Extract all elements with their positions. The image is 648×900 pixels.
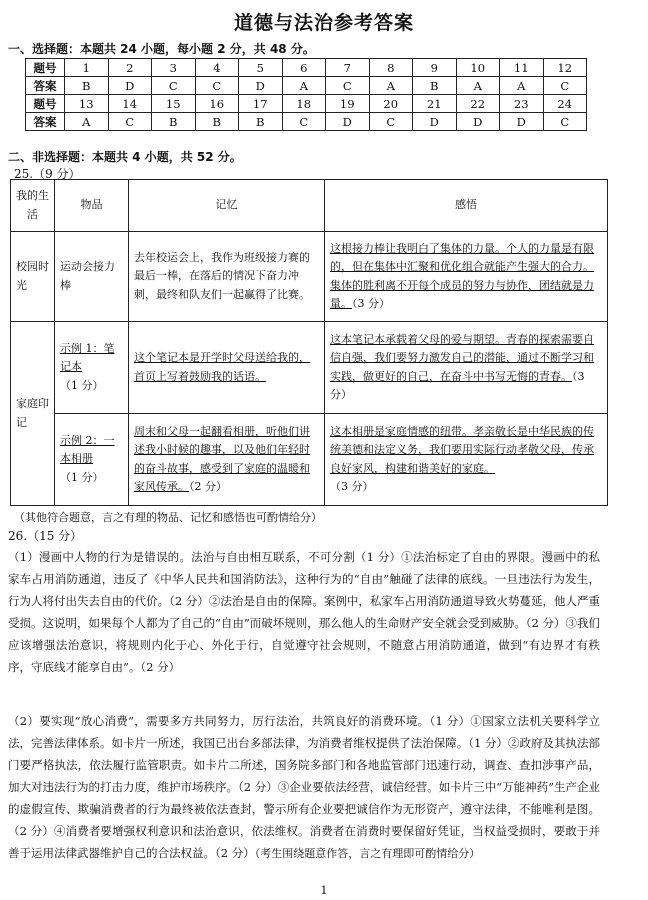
mc-ans-row-1 <box>26 77 587 95</box>
mc-ans: C <box>543 77 587 95</box>
t25-header-item: 物品 <box>55 180 129 232</box>
mc-ans: B <box>152 113 196 131</box>
t25-row-album <box>11 414 608 506</box>
mc-num: 3 <box>152 59 196 77</box>
t25-insight-album-text: 这本相册是家庭情感的纽带。孝亲敬长是中华民族的传统美德和法定义务，我们要用实际行动孝敬父母，传承良好家风，构建和谐美好的家庭。 <box>330 425 594 475</box>
t25-memory-album-score: （2 分） <box>189 479 227 493</box>
mc-num: 9 <box>413 59 457 77</box>
t25-memory-notebook <box>129 322 325 414</box>
question-25-heading: 25.（9 分） <box>14 167 81 181</box>
t25-memory-baton: 去年校运会上，我作为班级接力赛的最后一棒，在落后的情况下奋力冲刺，最终和队友们一起赢得了比赛。 <box>129 232 325 322</box>
mc-num: 21 <box>413 95 457 113</box>
mc-ans: D <box>500 113 544 131</box>
mc-ans: C <box>326 77 370 95</box>
mc-ans: C <box>369 113 413 131</box>
mc-num: 10 <box>456 59 500 77</box>
t25-header-life: 我的生活 <box>11 180 55 232</box>
mc-row-label: 题号 <box>26 95 65 113</box>
page-number: 1 <box>320 884 328 897</box>
mc-ans: C <box>108 113 152 131</box>
mc-ans: C <box>195 77 239 95</box>
mc-num: 8 <box>369 59 413 77</box>
mc-ans: B <box>65 77 109 95</box>
mc-num: 12 <box>543 59 587 77</box>
mc-num: 20 <box>369 95 413 113</box>
mc-num: 1 <box>65 59 109 77</box>
mc-ans: D <box>326 113 370 131</box>
t25-item-notebook <box>55 322 129 414</box>
t25-row-notebook <box>11 322 608 414</box>
mc-num: 11 <box>500 59 544 77</box>
t25-insight-album <box>325 414 608 506</box>
t25-insight-album-score: （3 分） <box>330 479 374 493</box>
question-26-part-2 <box>8 710 600 865</box>
mc-row-label: 题号 <box>26 59 65 77</box>
question-26-part-2-text: （2）要实现“放心消费”，需要多方共同努力，厉行法治，共筑良好的消费环境。（1 分）①国家立法机关要科学立法，完善法律体系。如卡片一所述，我国已出台多部法律，为消费者维权提供了法治保障。（1 分）②政府及其执法部门要严格执法，依法履行监管职责。如卡片二所述，国务院多部门和各地监管部门迅速行动，调查、查扣涉事产品，加大对违法行为的打击力度，维护市场秩序。（2 分）③企业要依法经营，诚信经营。如卡片三中“万能神药”生产企业的虚假宣传、欺骗消费者的行为最终被依法查封，警示所有企业要把诚信作为无形资产，遵守法律，不能唯利是图。（2 分）④消费者要增强权利意识和法治意识，依法维权。消费者在消费时要保留好凭证，当权益受损时，要敢于并善于运用法律武器维护自己的合法权益。（2 分） <box>8 714 600 860</box>
t25-memory-album-text: 周末和父母一起翻看相册，听他们讲述我小时候的趣事，以及他们年轻时的奋斗故事，感受到了家庭的温暖和家风传承。 <box>134 425 310 493</box>
page-title: 道德与法治参考答案 <box>233 12 414 34</box>
mc-ans: A <box>456 77 500 95</box>
mc-ans: C <box>282 113 326 131</box>
t25-header-row <box>11 180 608 232</box>
mc-ans: A <box>282 77 326 95</box>
t25-insight-baton-text: 这根接力棒让我明白了集体的力量。个人的力量是有限的，但在集体中汇聚和优化组合就能产生强大的合力。集体的胜利离不开每个成员的努力与协作，团结就是力量。 <box>330 242 594 310</box>
t25-memory-notebook-text: 这个笔记本是开学时父母送给我的，首页上写着鼓励我的话语。 <box>134 351 310 383</box>
t25-item-album-text: 示例 2：一本相册 <box>60 434 115 466</box>
mc-ans: A <box>65 113 109 131</box>
mc-num: 19 <box>326 95 370 113</box>
t25-header-memory: 记忆 <box>129 180 325 232</box>
mc-ans: B <box>195 113 239 131</box>
question-25-note: （其他符合题意，言之有理的物品、记忆和感悟也可酌情给分） <box>14 511 322 524</box>
mc-ans: B <box>239 113 283 131</box>
mc-row-label: 答案 <box>26 113 65 131</box>
t25-life-campus: 校园时光 <box>11 232 55 322</box>
section-2-heading: 二、非选择题：本题共 4 小题，共 52 分。 <box>8 150 242 164</box>
t25-insight-notebook-text: 这本笔记本承载着父母的爱与期望。青春的探索需要自信自强，我们要努力激发自己的潜能，通过不断学习和实践，做更好的自己，在奋斗中书写无悔的青春。 <box>330 333 594 383</box>
mc-ans: C <box>152 77 196 95</box>
t25-insight-baton-score: （3 分） <box>352 296 390 310</box>
question-25-table <box>10 179 608 506</box>
mc-ans: C <box>543 113 587 131</box>
t25-item-notebook-text: 示例 1：笔记本 <box>60 342 115 374</box>
mc-num: 17 <box>239 95 283 113</box>
mc-num: 15 <box>152 95 196 113</box>
mc-ans: D <box>413 113 457 131</box>
mc-num: 2 <box>108 59 152 77</box>
mc-ans: A <box>369 77 413 95</box>
mc-num: 14 <box>108 95 152 113</box>
mc-ans-row-2 <box>26 113 587 131</box>
t25-item-baton: 运动会接力棒 <box>55 232 129 322</box>
mc-num: 16 <box>195 95 239 113</box>
t25-insight-notebook <box>325 322 608 414</box>
mc-row-label: 答案 <box>26 77 65 95</box>
t25-header-insight: 感悟 <box>325 180 608 232</box>
mc-ans: A <box>500 77 544 95</box>
mc-num: 6 <box>282 59 326 77</box>
mc-num: 24 <box>543 95 587 113</box>
t25-insight-baton <box>325 232 608 322</box>
mc-num: 4 <box>195 59 239 77</box>
mc-num: 5 <box>239 59 283 77</box>
mc-ans: D <box>239 77 283 95</box>
question-26-heading: 26.（15 分） <box>8 529 83 543</box>
mc-num: 18 <box>282 95 326 113</box>
mc-ans: D <box>456 113 500 131</box>
mc-num: 22 <box>456 95 500 113</box>
t25-item-album-score: （1 分） <box>60 470 104 484</box>
t25-insight-notebook-score: （3 分） <box>330 369 585 401</box>
mc-num-row-2 <box>26 95 587 113</box>
mc-num-row-1 <box>26 59 587 77</box>
mc-num: 7 <box>326 59 370 77</box>
t25-row-campus <box>11 232 608 322</box>
t25-memory-album <box>129 414 325 506</box>
mc-num: 23 <box>500 95 544 113</box>
mc-ans: B <box>413 77 457 95</box>
mc-ans: D <box>108 77 152 95</box>
t25-item-album <box>55 414 129 506</box>
question-26-part-1: （1）漫画中人物的行为是错误的。法治与自由相互联系，不可分割（1 分）①法治标定了自由的界限。漫画中的私家车占用消防通道，违反了《中华人民共和国消防法》，这种行为的“自由”触碰了法律的底线。一旦违法行为发生，行为人将付出失去自由的代价。（2 分）②法治是自由的保障。案例中，私家车占用消防通道导致火势蔓延，他人严重受损。这说明，如果每个人都为了自己的“自由”而破坏规则，那么他人的生命财产安全就会受到威胁。（2 分）③我们应该增强法治意识，将规则内化于心、外化于行，自觉遵守社会规则，不随意占用消防通道，做到“有边界才有秩序，守底线才能享自由”。（2 分） <box>8 550 600 674</box>
mc-num: 13 <box>65 95 109 113</box>
question-26-part-2-note: （考生围绕题意作答，言之有理即可酌情给分） <box>254 847 481 860</box>
section-1-heading: 一、选择题：本题共 24 小题，每小题 2 分，共 48 分。 <box>8 42 315 56</box>
multiple-choice-table <box>25 58 587 131</box>
t25-life-family: 家庭印记 <box>11 322 55 506</box>
t25-item-notebook-score: （1 分） <box>60 378 104 392</box>
